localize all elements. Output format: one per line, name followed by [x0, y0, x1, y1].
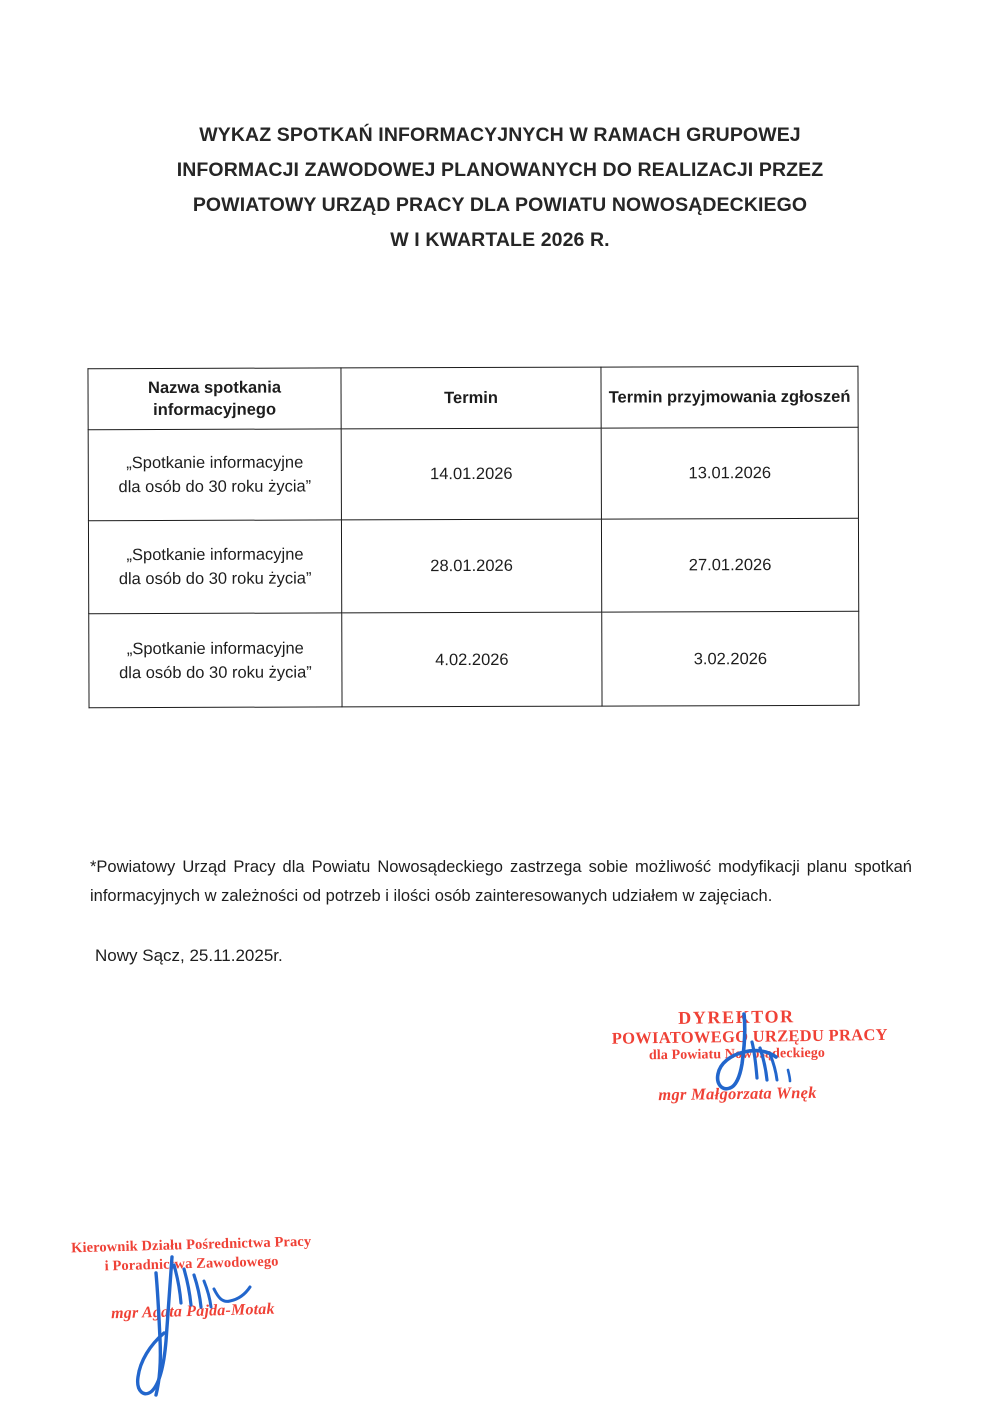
cell-meeting-name	[88, 520, 341, 614]
schedule-table-wrapper	[88, 367, 858, 707]
cell-application-deadline: 3.02.2026	[602, 611, 859, 706]
column-header-name-line2: informacyjnego	[153, 400, 277, 420]
director-stamp	[611, 1006, 888, 1105]
column-header-apply-line2: zgłoszeń	[780, 387, 851, 407]
title-line-2: INFORMACJI ZAWODOWEJ PLANOWANYCH DO REALIZACJI PRZEZ	[176, 159, 824, 181]
table-header-row	[88, 366, 858, 429]
cell-meeting-name	[88, 429, 341, 521]
table-row	[89, 611, 859, 707]
place-and-date: Nowy Sącz, 25.11.2025r.	[95, 946, 283, 965]
director-stamp-line3: dla Powiatu Nowosądeckiego	[648, 1045, 826, 1064]
meeting-name-line2: dla osób do 30 roku życia”	[119, 663, 312, 682]
meeting-name-line2: dla osób do 30 roku życia”	[118, 477, 312, 497]
manager-stamp-line2: i Poradnictwa Zawodowego	[104, 1253, 279, 1275]
column-header-term	[341, 367, 601, 429]
schedule-table	[87, 366, 859, 708]
column-header-name-line1: Nazwa spotkania	[148, 378, 282, 398]
cell-application-deadline: 13.01.2026	[601, 427, 858, 519]
meeting-name-line1: „Spotkanie informacyjne	[126, 453, 304, 473]
column-header-apply-line1: Termin przyjmowania	[608, 388, 777, 407]
manager-stamp	[71, 1233, 313, 1326]
table-row	[88, 518, 858, 613]
cell-meeting-date: 14.01.2026	[341, 428, 601, 520]
title-line-1: WYKAZ SPOTKAŃ INFORMACYJNYCH W RAMACH GRUPOWEJ	[199, 124, 801, 146]
meeting-name-line1: „Spotkanie informacyjne	[126, 545, 304, 565]
footnote-text: *Powiatowy Urząd Pracy dla Powiatu Nowosądeckiego zastrzega sobie możliwość modyfikacji planu spotkań informacyjnych w zależności od potrzeb i ilości osób zainteresowanych udziałem w zajęciach.	[90, 857, 912, 905]
cell-meeting-date: 28.01.2026	[341, 519, 601, 613]
column-header-apply	[601, 366, 858, 428]
director-stamp-line1: DYREKTOR	[678, 1006, 795, 1028]
title-line-4: W I KWARTALE 2026 R.	[390, 229, 610, 251]
cell-application-deadline: 27.01.2026	[601, 518, 858, 612]
column-header-name	[88, 368, 341, 430]
table-row	[88, 427, 858, 520]
director-stamp-line2: POWIATOWEGO URZĘDU PRACY	[611, 1024, 888, 1048]
manager-stamp-name: mgr Agata Pajda-Motak	[110, 1300, 275, 1323]
title-line-3: POWIATOWY URZĄD PRACY DLA POWIATU NOWOSĄDECKIEGO	[192, 194, 808, 216]
cell-meeting-name	[89, 613, 342, 708]
column-header-term-line1: Termin	[444, 388, 498, 408]
cell-meeting-date: 4.02.2026	[342, 612, 602, 707]
director-stamp-name: mgr Małgorzata Wnęk	[658, 1082, 817, 1105]
meeting-name-line2: dla osób do 30 roku życia”	[118, 569, 312, 589]
page-title	[90, 118, 910, 258]
manager-stamp-line1: Kierownik Działu Pośrednictwa Pracy	[70, 1233, 312, 1257]
meeting-name-line1: „Spotkanie informacyjne	[126, 639, 304, 658]
